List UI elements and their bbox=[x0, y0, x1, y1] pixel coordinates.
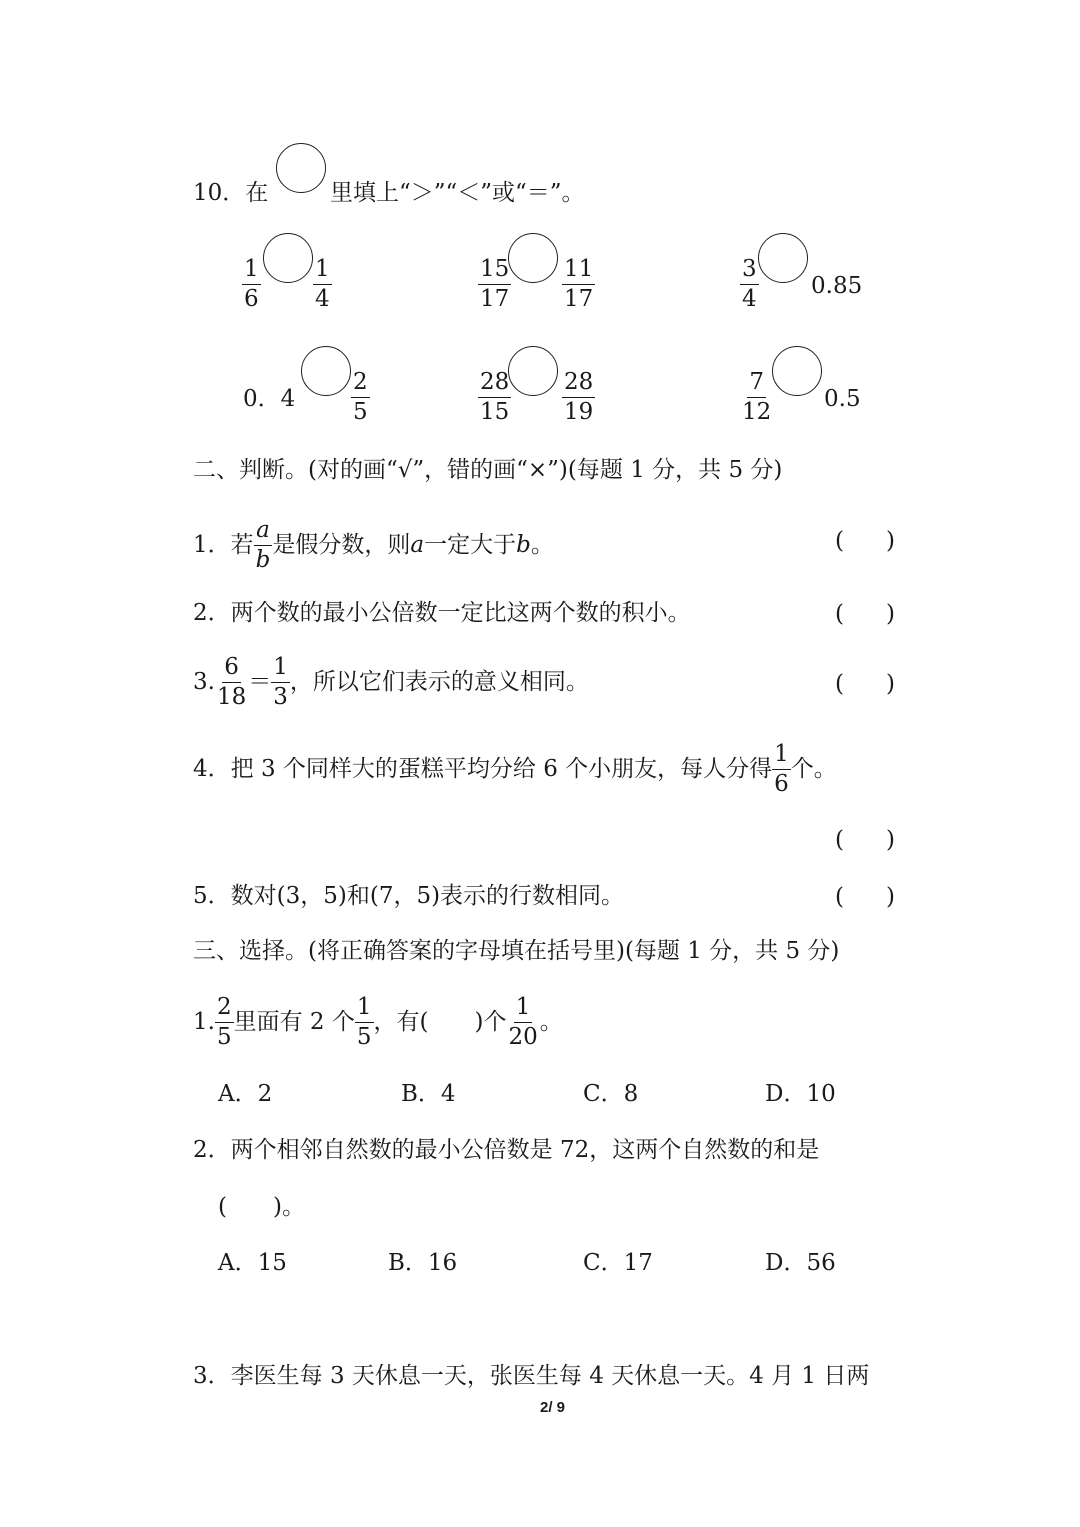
answer-circle-1[interactable] bbox=[263, 233, 313, 283]
q10-item-6-left: $\frac{7}{12}$ bbox=[742, 369, 772, 425]
q10-item-6-right: 0.5 bbox=[824, 386, 861, 412]
s3-q2-option-d[interactable]: D．56 bbox=[765, 1250, 836, 1276]
s3-question-1: 1. $\frac{2}{5}$ 里面有 2 个 $\frac{1}{5}$ ，有( )个 $\frac{1}{20}$ 。 bbox=[193, 994, 563, 1050]
q10-item-2-left: $\frac{15}{17}$ bbox=[480, 256, 510, 312]
answer-paren-s2-1[interactable]: ( ) bbox=[835, 528, 895, 554]
answer-circle-example bbox=[276, 143, 326, 193]
answer-circle-5[interactable] bbox=[508, 346, 558, 396]
q10-item-4-right: $\frac{2}{5}$ bbox=[353, 369, 368, 425]
answer-paren-s2-4[interactable]: ( ) bbox=[835, 827, 895, 853]
s2-question-5: 5．数对(3，5)和(7，5)表示的行数相同。 bbox=[193, 883, 625, 909]
q10-item-1-left: $\frac{1}{6}$ bbox=[244, 256, 259, 312]
s3-q1-option-d[interactable]: D．10 bbox=[765, 1081, 836, 1107]
s3-q1-option-b[interactable]: B．4 bbox=[401, 1081, 456, 1107]
s2-question-1: 1．若 $\frac{a}{b}$ 是假分数，则 a 一定大于 b 。 bbox=[193, 517, 554, 573]
answer-paren-s2-5[interactable]: ( ) bbox=[835, 884, 895, 910]
s3-q2-option-b[interactable]: B．16 bbox=[388, 1250, 458, 1276]
answer-circle-4[interactable] bbox=[301, 346, 351, 396]
answer-circle-6[interactable] bbox=[772, 346, 822, 396]
s3-question-2: 2．两个相邻自然数的最小公倍数是 72，这两个自然数的和是 bbox=[193, 1137, 820, 1163]
answer-paren-s2-2[interactable]: ( ) bbox=[835, 601, 895, 627]
s2-question-2: 2．两个数的最小公倍数一定比这两个数的积小。 bbox=[193, 600, 691, 626]
q10-instruction: 里填上“＞”“＜”或“＝”。 bbox=[330, 180, 585, 206]
q10-item-5-left: $\frac{28}{15}$ bbox=[480, 369, 510, 425]
q10-item-2-right: $\frac{11}{17}$ bbox=[564, 256, 594, 312]
s3-question-3: 3．李医生每 3 天休息一天，张医生每 4 天休息一天。4 月 1 日两 bbox=[193, 1363, 870, 1389]
s3-q1-option-c[interactable]: C．8 bbox=[583, 1081, 639, 1107]
s2-question-3: 3. $\frac{6}{18}$ ＝ $\frac{1}{3}$ ，所以它们表示的意义相同。 bbox=[193, 654, 589, 710]
section3-title: 三、选择。(将正确答案的字母填在括号里)(每题 1 分，共 5 分) bbox=[193, 938, 840, 964]
q10-number: 10．在 bbox=[193, 180, 269, 206]
answer-circle-2[interactable] bbox=[508, 233, 558, 283]
s3-q1-option-a[interactable]: A．2 bbox=[218, 1081, 273, 1107]
answer-circle-3[interactable] bbox=[758, 233, 808, 283]
answer-paren-s2-3[interactable]: ( ) bbox=[835, 671, 895, 697]
q10-item-3-right: 0.85 bbox=[811, 273, 863, 299]
s3-q2-option-a[interactable]: A．15 bbox=[218, 1250, 287, 1276]
s3-question-2-blank[interactable]: ( )。 bbox=[218, 1194, 305, 1220]
page-number: 2/ 9 bbox=[540, 1399, 566, 1416]
s2-question-4: 4．把 3 个同样大的蛋糕平均分给 6 个小朋友，每人分得 $\frac{1}{6}$ 个。 bbox=[193, 741, 837, 797]
section2-title: 二、判断。(对的画“√”，错的画“×”)(每题 1 分，共 5 分) bbox=[193, 457, 783, 483]
q10-item-5-right: $\frac{28}{19}$ bbox=[564, 369, 594, 425]
q10-item-1-right: $\frac{1}{4}$ bbox=[315, 256, 330, 312]
q10-item-3-left: $\frac{3}{4}$ bbox=[742, 256, 757, 312]
q10-item-4-left: 0．4 bbox=[243, 386, 296, 412]
s3-q2-option-c[interactable]: C．17 bbox=[583, 1250, 653, 1276]
